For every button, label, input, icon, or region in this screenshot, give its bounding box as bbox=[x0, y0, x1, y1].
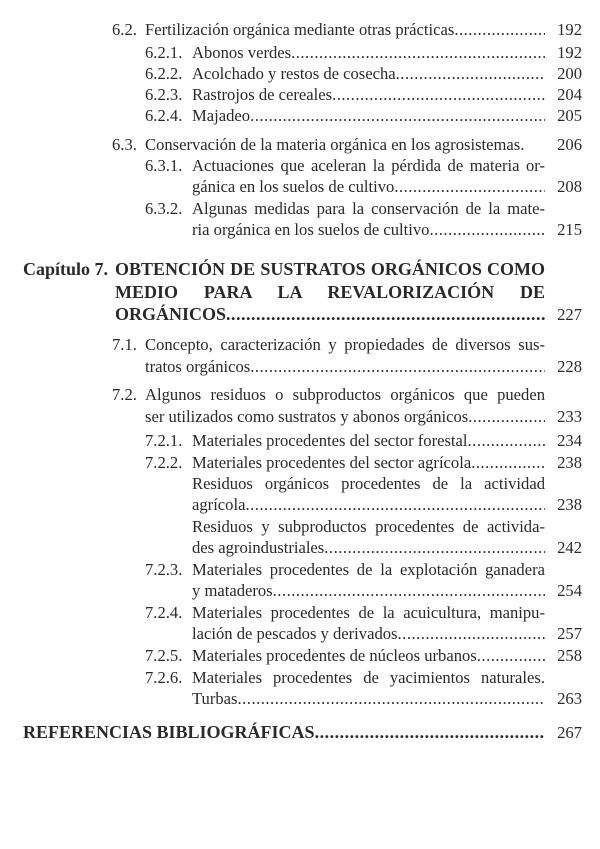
toc-entry-6-3-1-cont[interactable] bbox=[192, 176, 582, 197]
section-title: Materiales procedentes del sector agrícola bbox=[192, 453, 472, 472]
page-number: 204 bbox=[557, 85, 582, 104]
section-title-line: Materiales procedentes de la acuicultura, manipu- bbox=[192, 603, 545, 622]
chapter-7-title-line-3[interactable] bbox=[115, 304, 582, 325]
section-number: 6.2. bbox=[112, 20, 137, 39]
section-number: 7.2.4. bbox=[145, 603, 183, 622]
toc-entry-6-3-1[interactable] bbox=[145, 155, 582, 176]
section-title: Majadeo bbox=[192, 106, 251, 125]
page-number: 215 bbox=[557, 220, 582, 239]
dot-leader bbox=[273, 580, 545, 601]
page-number: 233 bbox=[557, 407, 582, 426]
page-number: 208 bbox=[557, 177, 582, 196]
section-title-line: tratos orgánicos bbox=[145, 357, 251, 376]
page-number: 267 bbox=[557, 723, 582, 742]
dot-leader bbox=[429, 219, 545, 240]
page-number: 242 bbox=[557, 538, 582, 557]
chapter-title-line: MEDIO PARA LA REVALORIZACIÓN DE bbox=[115, 282, 545, 302]
chapter-title-line: OBTENCIÓN DE SUSTRATOS ORGÁNICOS COMO bbox=[115, 259, 545, 279]
dot-leader bbox=[315, 722, 545, 743]
toc-subentry-residuos-agroindustriales[interactable] bbox=[192, 516, 582, 537]
section-number: 7.2.2. bbox=[145, 453, 183, 472]
toc-entry-6-2[interactable] bbox=[112, 19, 582, 40]
section-title-line: des agroindustriales bbox=[192, 538, 325, 557]
section-title-line: Concepto, caracterización y propiedades de diversos sus- bbox=[145, 335, 545, 354]
dot-leader bbox=[468, 406, 545, 427]
toc-entry-7-2-3[interactable] bbox=[145, 559, 582, 580]
section-title: Abonos verdes bbox=[192, 43, 292, 62]
section-title-line: Actuaciones que aceleran la pérdida de materia or- bbox=[192, 156, 545, 175]
page-number: 205 bbox=[557, 106, 582, 125]
page-number: 192 bbox=[557, 43, 582, 62]
page-number: 206 bbox=[557, 135, 582, 154]
page-number: 258 bbox=[557, 646, 582, 665]
section-title-line: Algunos residuos o subproductos orgánicos que pueden bbox=[145, 385, 545, 404]
section-number: 7.1. bbox=[112, 335, 137, 354]
dot-leader bbox=[245, 494, 545, 515]
toc-entry-6-3-2-cont[interactable] bbox=[192, 219, 582, 240]
dot-leader bbox=[291, 42, 545, 63]
chapter-title-line: ORGÁNICOS bbox=[115, 304, 227, 324]
section-title: Acolchado y restos de cosecha bbox=[192, 64, 396, 83]
toc-entry-7-2-4-cont[interactable] bbox=[192, 623, 582, 644]
dot-leader bbox=[250, 105, 545, 126]
toc-entry-7-1-cont[interactable] bbox=[145, 356, 582, 377]
section-title-line: Residuos y subproductos procedentes de activida- bbox=[192, 517, 545, 536]
chapter-label: Capítulo 7. bbox=[23, 259, 109, 279]
section-title: Materiales procedentes de núcleos urbanos bbox=[192, 646, 477, 665]
section-title-line: lación de pescados y derivados bbox=[192, 624, 398, 643]
toc-entry-6-3-2[interactable] bbox=[145, 198, 582, 219]
section-title-line: gánica en los suelos de cultivo bbox=[192, 177, 395, 196]
section-title: Fertilización orgánica mediante otras prácticas bbox=[145, 20, 455, 39]
dot-leader bbox=[454, 19, 545, 40]
dot-leader bbox=[238, 688, 546, 709]
section-title-line: Algunas medidas para la conservación de la mate- bbox=[192, 199, 545, 218]
toc-entry-7-1[interactable] bbox=[112, 334, 582, 355]
page-number: 200 bbox=[557, 64, 582, 83]
toc-entry-7-2-4[interactable] bbox=[145, 602, 582, 623]
references-title: REFERENCIAS BIBLIOGRÁFICAS bbox=[23, 722, 315, 742]
toc-subentry-residuos-organicos-cont[interactable] bbox=[192, 494, 582, 515]
toc-entry-7-2-3-cont[interactable] bbox=[192, 580, 582, 601]
section-number: 6.3.2. bbox=[145, 199, 183, 218]
page-number: 263 bbox=[557, 689, 582, 708]
section-title: Conservación de la materia orgánica en los agrosistemas. bbox=[145, 135, 525, 154]
toc-entry-7-2-6[interactable] bbox=[145, 667, 582, 688]
dot-leader bbox=[477, 645, 545, 666]
dot-leader bbox=[226, 304, 545, 325]
section-number: 6.2.4. bbox=[145, 106, 183, 125]
section-number: 6.2.2. bbox=[145, 64, 183, 83]
section-title-line: ser utilizados como sustratos y abonos orgánicos bbox=[145, 407, 469, 426]
dot-leader bbox=[394, 176, 545, 197]
toc-entry-7-2-6-cont[interactable] bbox=[192, 688, 582, 709]
section-title-line: Residuos orgánicos procedentes de la actividad bbox=[192, 474, 545, 493]
dot-leader bbox=[398, 623, 545, 644]
section-number: 7.2.6. bbox=[145, 668, 183, 687]
dot-leader bbox=[332, 84, 545, 105]
section-title-line: Materiales procedentes de yacimientos naturales. bbox=[192, 668, 545, 687]
page-number: 227 bbox=[557, 305, 582, 324]
dot-leader bbox=[396, 63, 545, 84]
section-title-line: Materiales procedentes de la explotación ganadera bbox=[192, 560, 545, 579]
section-number: 7.2. bbox=[112, 385, 137, 404]
section-number: 6.2.3. bbox=[145, 85, 183, 104]
toc-entry-7-2-5[interactable] bbox=[145, 645, 582, 666]
section-title: Materiales procedentes del sector forestal bbox=[192, 431, 468, 450]
toc-entry-6-2-1[interactable] bbox=[145, 42, 582, 63]
toc-subentry-residuos-organicos[interactable] bbox=[192, 473, 582, 494]
page-number: 192 bbox=[557, 20, 582, 39]
section-title: Rastrojos de cereales bbox=[192, 85, 333, 104]
toc-entry-7-2[interactable] bbox=[112, 384, 582, 405]
section-number: 6.3.1. bbox=[145, 156, 183, 175]
toc-entry-6-3[interactable] bbox=[112, 134, 582, 155]
section-number: 6.2.1. bbox=[145, 43, 183, 62]
section-number: 7.2.1. bbox=[145, 431, 183, 450]
section-number: 7.2.5. bbox=[145, 646, 183, 665]
section-number: 7.2.3. bbox=[145, 560, 183, 579]
toc-entry-7-2-1[interactable] bbox=[145, 430, 582, 451]
toc-entry-references[interactable] bbox=[23, 722, 582, 743]
section-title-line: y mataderos bbox=[192, 581, 273, 600]
section-number: 6.3. bbox=[112, 135, 137, 154]
page-number: 234 bbox=[557, 431, 582, 450]
chapter-7-title-line-1[interactable] bbox=[115, 259, 582, 280]
toc-entry-6-2-4[interactable] bbox=[145, 105, 582, 126]
page-number: 228 bbox=[557, 357, 582, 376]
chapter-7-title-line-2[interactable] bbox=[115, 282, 582, 303]
section-title-line: Turbas bbox=[192, 689, 238, 708]
dot-leader bbox=[468, 430, 545, 451]
toc-subentry-residuos-agroindustriales-cont[interactable] bbox=[192, 537, 582, 558]
page-number: 257 bbox=[557, 624, 582, 643]
section-title-line: agrícola bbox=[192, 495, 246, 514]
toc-entry-6-2-3[interactable] bbox=[145, 84, 582, 105]
section-title-line: ria orgánica en los suelos de cultivo bbox=[192, 220, 430, 239]
dot-leader bbox=[471, 452, 545, 473]
page-number: 254 bbox=[557, 581, 582, 600]
toc-entry-6-2-2[interactable] bbox=[145, 63, 582, 84]
dot-leader bbox=[324, 537, 545, 558]
toc-entry-7-2-cont[interactable] bbox=[145, 406, 582, 427]
page-number: 238 bbox=[557, 453, 582, 472]
dot-leader bbox=[250, 356, 545, 377]
toc-entry-7-2-2[interactable] bbox=[145, 452, 582, 473]
page-number: 238 bbox=[557, 495, 582, 514]
